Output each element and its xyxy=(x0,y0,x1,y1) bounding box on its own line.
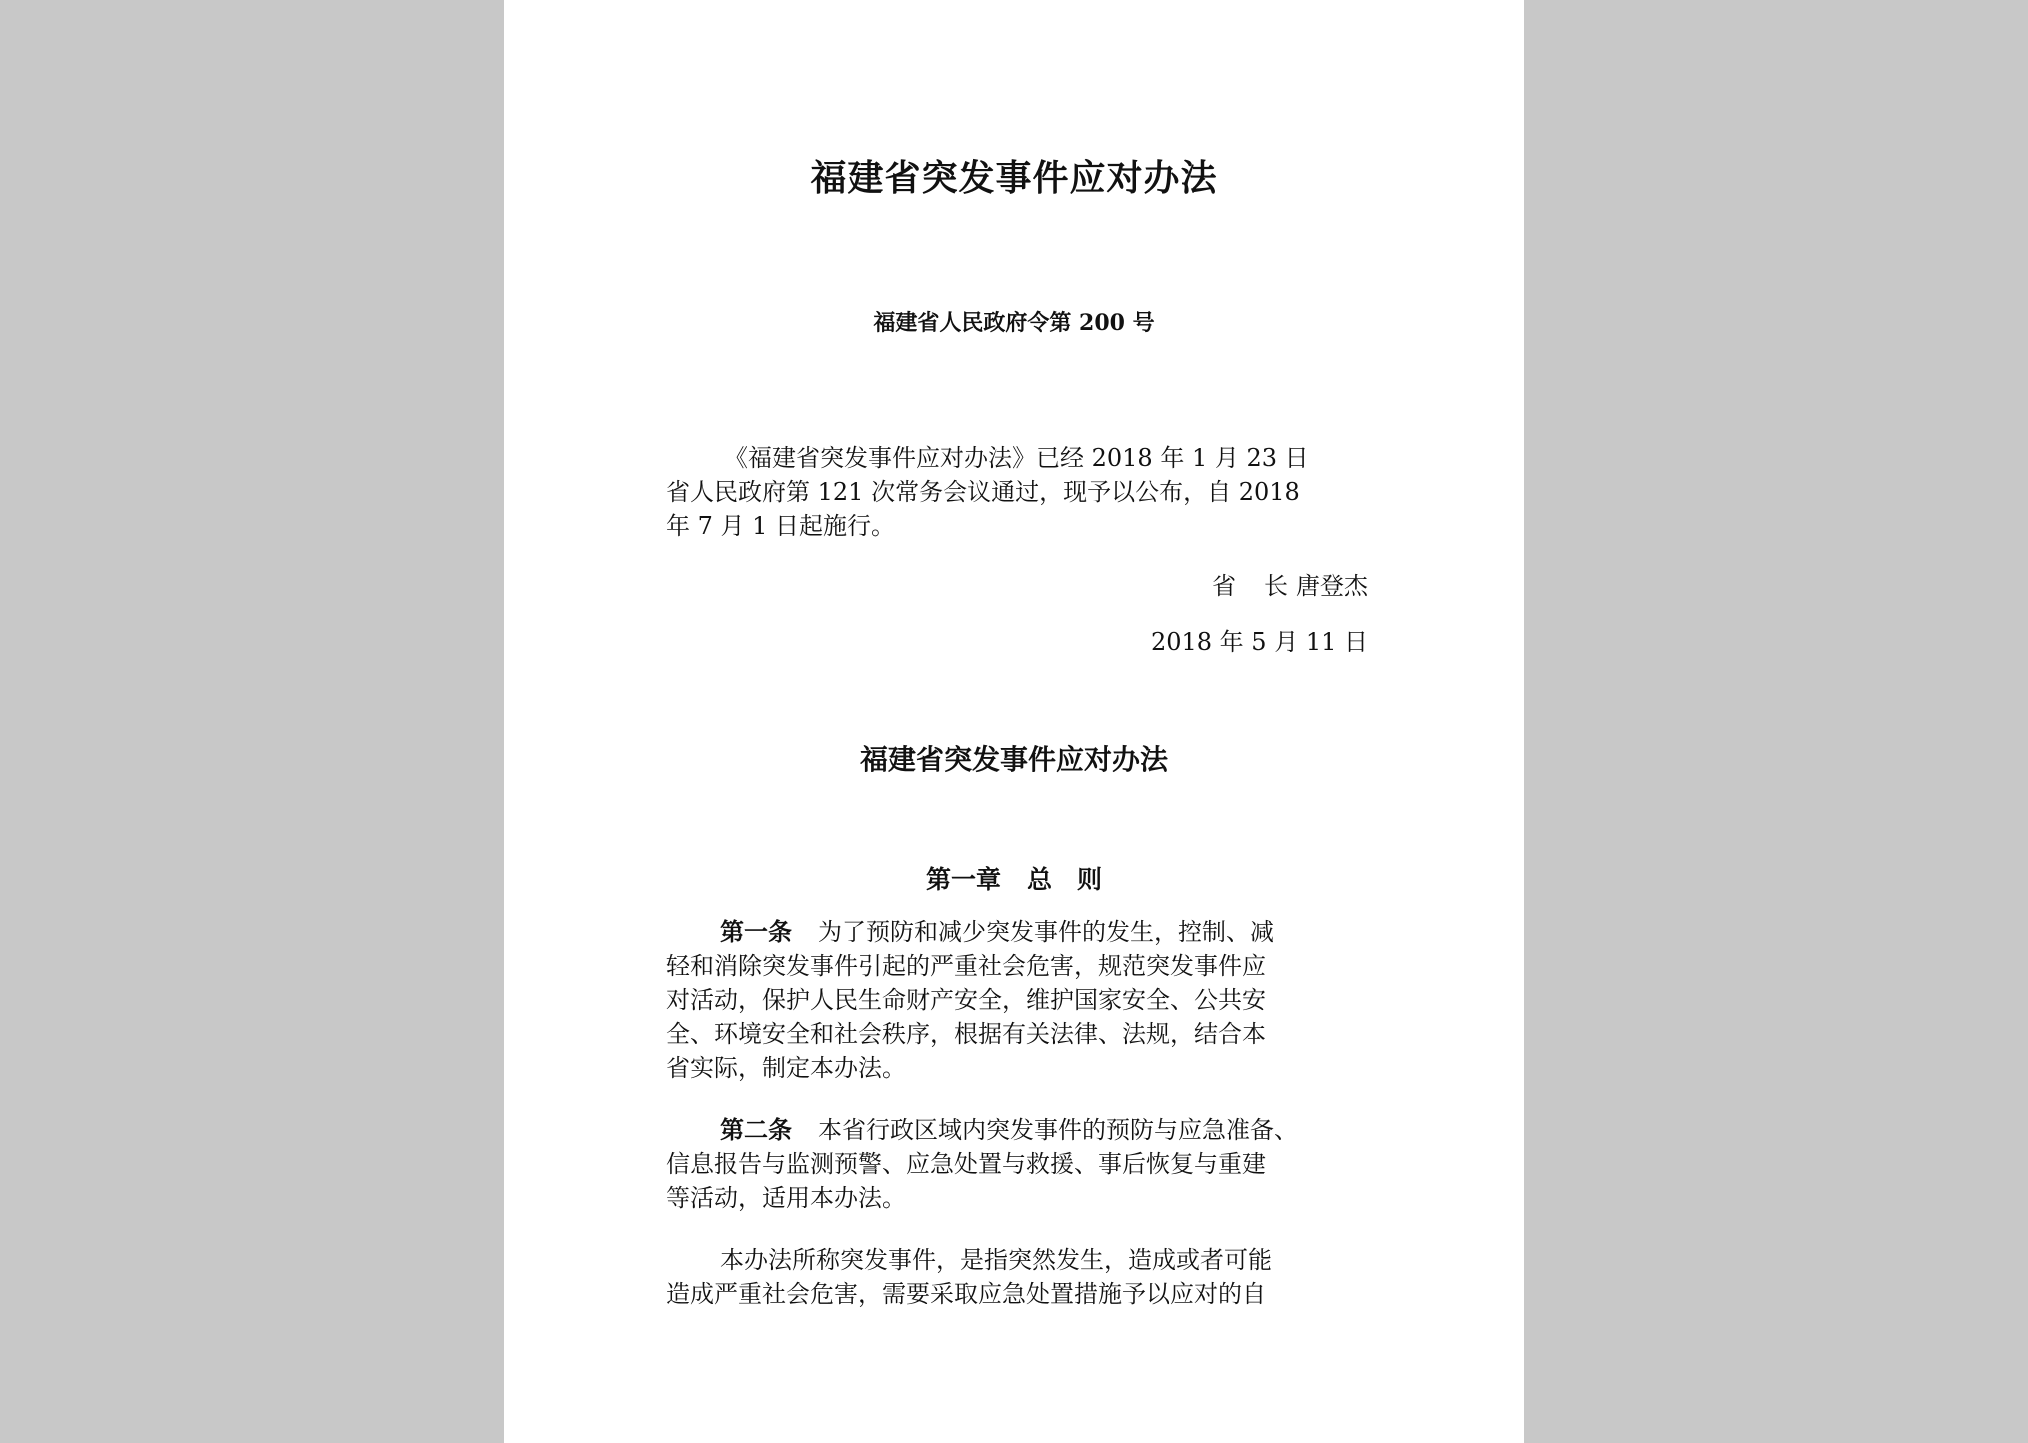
signer-name: 唐登杰 xyxy=(1296,572,1368,600)
regulation-subtitle: 福建省突发事件应对办法 xyxy=(859,743,1168,776)
paragraph-3-first-line: 本办法所称突发事件，是指突然发生，造成或者可能 xyxy=(720,1246,1272,1274)
decree-number: 福建省人民政府令第 200 号 xyxy=(873,310,1155,336)
promulgation-line-2: 省人民政府第 121 次常务会议通过，现予以公布，自 2018 xyxy=(666,478,1300,506)
document-title: 福建省突发事件应对办法 xyxy=(810,157,1218,199)
article-1-line-4: 全、环境安全和社会秩序，根据有关法律、法规，结合本 xyxy=(666,1020,1266,1048)
article-2-text: 本省行政区域内突发事件的预防与应急准备、 xyxy=(818,1116,1298,1144)
article-2-first-line xyxy=(720,1114,1298,1146)
promulgation-line-1: 《福建省突发事件应对办法》已经 2018 年 1 月 23 日 xyxy=(724,444,1309,472)
article-1-text: 为了预防和减少突发事件的发生，控制、减 xyxy=(818,918,1274,946)
document-page xyxy=(504,0,1524,1443)
article-2-line-3: 等活动，适用本办法。 xyxy=(666,1184,906,1212)
signer xyxy=(1212,566,1368,601)
article-1-line-5: 省实际，制定本办法。 xyxy=(666,1054,906,1082)
signer-title-a: 省 xyxy=(1212,572,1236,600)
chapter-heading xyxy=(504,860,1524,896)
chapter-number: 第一章 xyxy=(925,865,1001,894)
article-1-line-3: 对活动，保护人民生命财产安全，维护国家安全、公共安 xyxy=(666,986,1266,1014)
signing-date: 2018 年 5 月 11 日 xyxy=(1150,628,1368,656)
article-1-line-2: 轻和消除突发事件引起的严重社会危害，规范突发事件应 xyxy=(666,952,1266,980)
chapter-name: 总 则 xyxy=(1027,865,1103,894)
promulgation-line-3: 年 7 月 1 日起施行。 xyxy=(666,512,896,540)
article-1-first-line xyxy=(720,916,1274,948)
signer-title-b: 长 xyxy=(1264,572,1288,600)
paragraph-3-line-2: 造成严重社会危害，需要采取应急处置措施予以应对的自 xyxy=(666,1280,1266,1308)
article-2-label: 第二条 xyxy=(720,1115,792,1144)
article-2-line-2: 信息报告与监测预警、应急处置与救援、事后恢复与重建 xyxy=(666,1150,1266,1178)
article-1-label: 第一条 xyxy=(720,917,792,946)
